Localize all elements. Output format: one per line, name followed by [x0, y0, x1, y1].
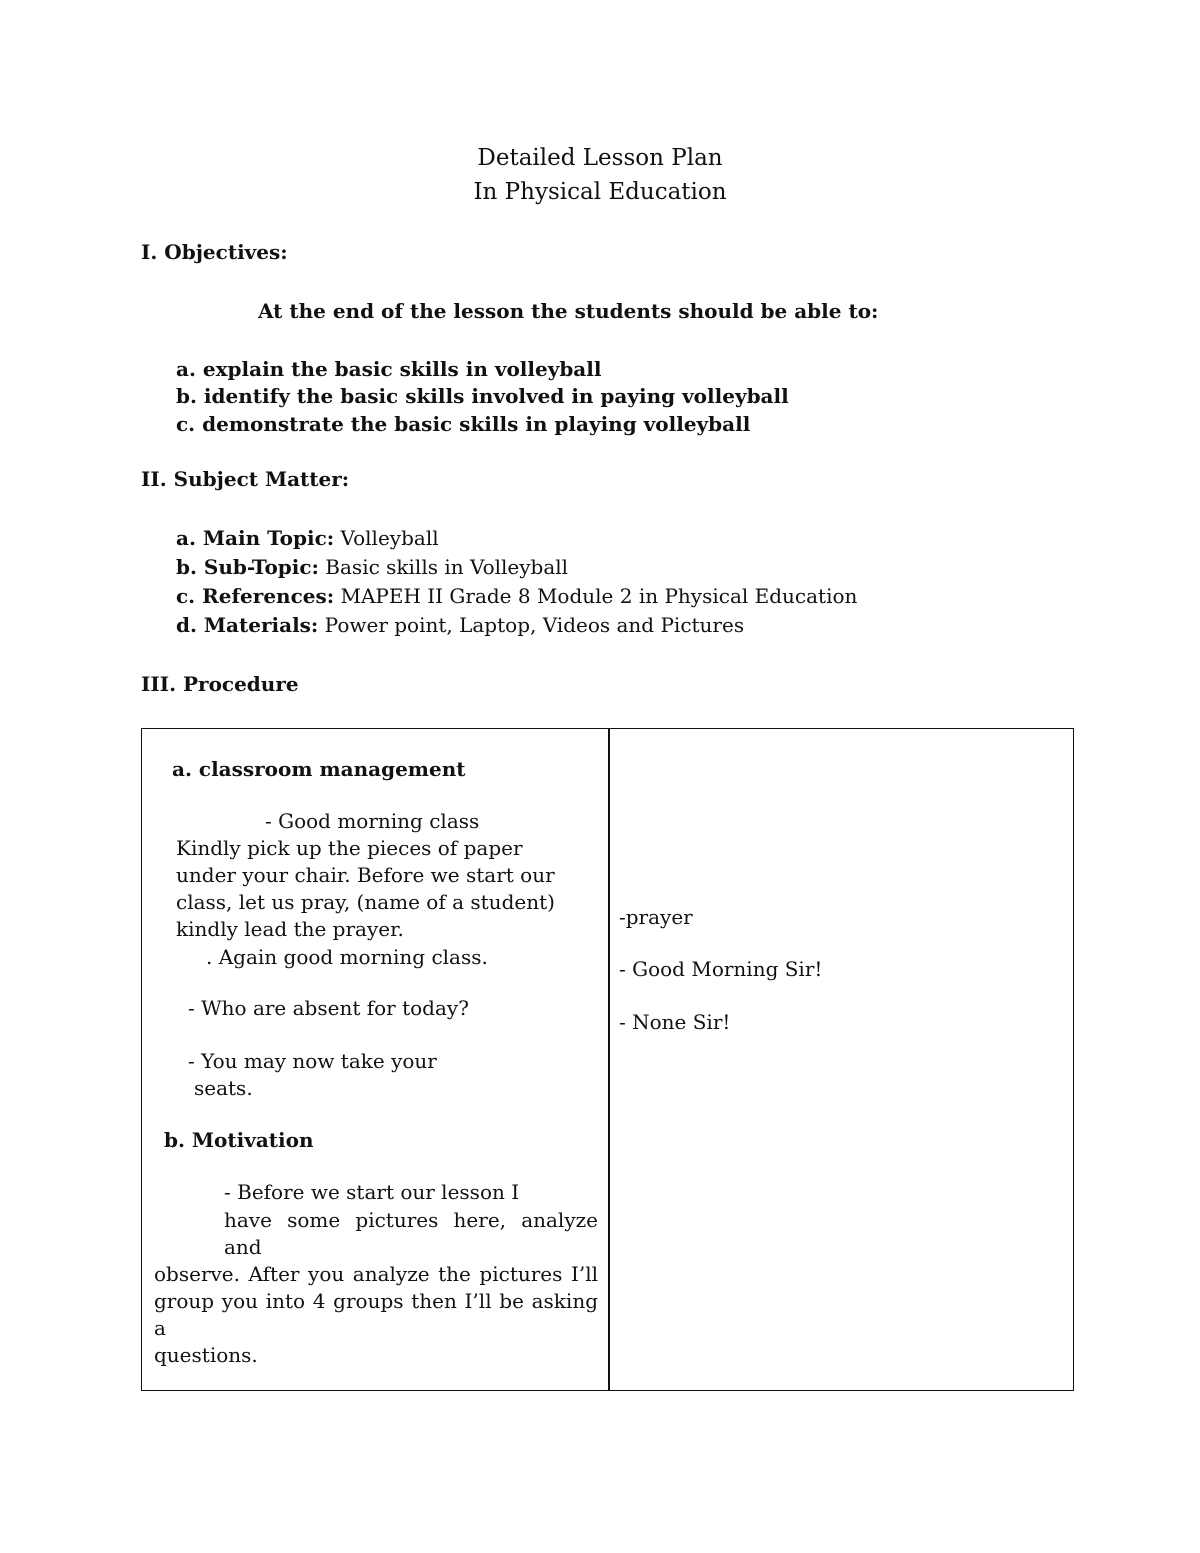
subject-matter-heading: II. Subject Matter: — [141, 467, 350, 491]
teacher-seats-line: - You may now take your — [188, 1049, 437, 1073]
motivation-text-line: questions. — [154, 1343, 258, 1367]
subject-item-label: d. Materials: — [176, 613, 319, 637]
teacher-instruction-line: class, let us pray, (name of a student) — [176, 890, 555, 914]
classroom-management-heading: a. classroom management — [172, 757, 466, 781]
subject-item-label: a. Main Topic: — [176, 526, 335, 550]
subject-item-value: MAPEH II Grade 8 Module 2 in Physical Education — [334, 584, 858, 608]
motivation-text-line: have some pictures here, analyze and — [224, 1208, 598, 1259]
motivation-heading: b. Motivation — [164, 1128, 314, 1152]
motivation-text-line: group you into 4 groups then I’ll be asking a — [154, 1289, 598, 1340]
objective-item: a. explain the basic skills in volleyball — [176, 357, 602, 381]
subject-item-sub-topic — [176, 555, 568, 579]
teacher-seats-line: seats. — [194, 1076, 253, 1100]
teacher-absent-question: - Who are absent for today? — [188, 996, 469, 1020]
document-title: Detailed Lesson Plan — [477, 145, 723, 171]
teacher-instruction-line: kindly lead the prayer. — [176, 917, 404, 941]
motivation-text-line: - Before we start our lesson I — [224, 1180, 520, 1204]
student-response: -prayer — [619, 905, 693, 929]
objective-item: c. demonstrate the basic skills in playing volleyball — [176, 412, 751, 436]
teacher-instruction-line: under your chair. Before we start our — [176, 863, 555, 887]
procedure-heading: III. Procedure — [141, 672, 299, 696]
teacher-instruction-line: Kindly pick up the pieces of paper — [176, 836, 523, 860]
student-response: - Good Morning Sir! — [619, 957, 823, 981]
objectives-intro: At the end of the lesson the students should be able to: — [258, 299, 879, 323]
teacher-greeting: - Good morning class — [265, 809, 480, 833]
subject-item-materials — [176, 613, 744, 637]
subject-item-label: b. Sub-Topic: — [176, 555, 319, 579]
subject-item-value: Volleyball — [334, 526, 439, 550]
motivation-paragraph — [154, 1207, 598, 1369]
subject-item-value: Power point, Laptop, Videos and Pictures — [318, 613, 745, 637]
objective-item: b. identify the basic skills involved in paying volleyball — [176, 384, 789, 408]
subject-item-references — [176, 584, 857, 608]
subject-item-label: c. References: — [176, 584, 335, 608]
teacher-again-greeting: . Again good morning class. — [206, 945, 488, 969]
document-subtitle: In Physical Education — [473, 179, 727, 205]
objectives-heading: I. Objectives: — [141, 240, 288, 264]
subject-item-value: Basic skills in Volleyball — [318, 555, 569, 579]
subject-item-main-topic — [176, 526, 439, 550]
procedure-table — [141, 728, 1074, 1391]
column-divider — [608, 729, 610, 1390]
student-response: - None Sir! — [619, 1010, 731, 1034]
motivation-text-line: observe. After you analyze the pictures I’ll — [154, 1262, 598, 1286]
